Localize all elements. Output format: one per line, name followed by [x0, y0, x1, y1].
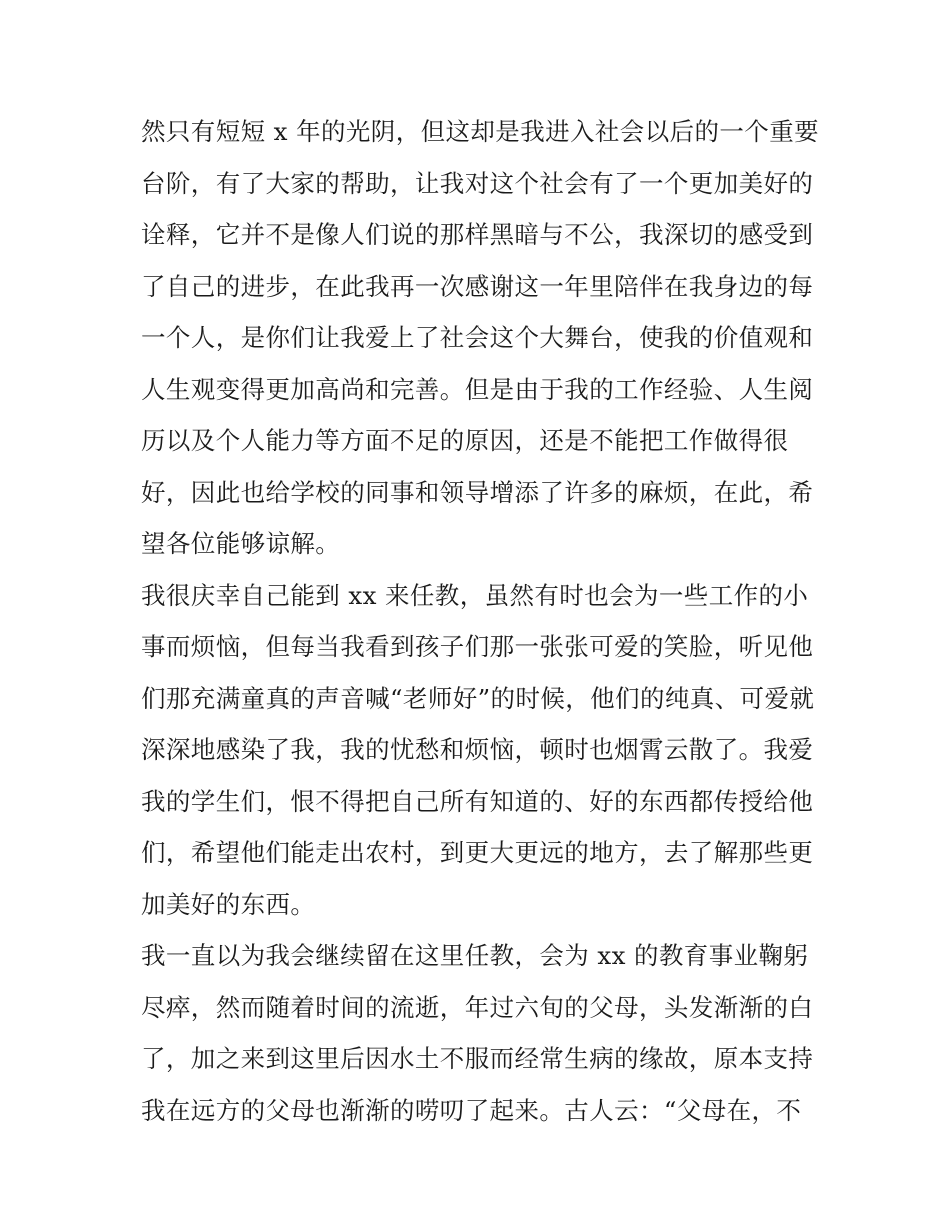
- text-line-16: 加美好的东西。: [141, 889, 316, 919]
- text-line-8: 好，因此也给学校的同事和领导增添了许多的麻烦，在此，希: [141, 477, 814, 507]
- text-line-6: 人生观变得更加高尚和完善。但是由于我的工作经验、人生阅: [141, 374, 814, 404]
- text-line-4: 了自己的进步，在此我再一次感谢这一年里陪伴在我身边的每: [141, 271, 814, 301]
- text-line-1: 然只有短短 x 年的光阴，但这却是我进入社会以后的一个重要: [141, 117, 819, 146]
- text-line-14: 我的学生们，恨不得把自己所有知道的、好的东西都传授给他: [141, 786, 814, 816]
- text-line-5: 一个人，是你们让我爱上了社会这个大舞台，使我的价值观和: [141, 323, 814, 352]
- text-line-19: 了，加之来到这里后因水土不服而经常生病的缘故，原本支持: [141, 1044, 814, 1073]
- text-line-2: 台阶，有了大家的帮助，让我对这个社会有了一个更加美好的: [141, 168, 814, 198]
- text-line-20: 我在远方的父母也渐渐的唠叨了起来。古人云：“父母在，不: [141, 1095, 802, 1125]
- text-line-3: 诠释，它并不是像人们说的那样黑暗与不公，我深切的感受到: [141, 220, 814, 249]
- text-line-18: 尽瘁，然而随着时间的流逝，年过六旬的父母，头发渐渐的白: [141, 992, 814, 1022]
- text-line-17: 我一直以为我会继续留在这里任教，会为 xx 的教育事业鞠躬: [141, 941, 809, 970]
- text-line-13: 深深地感染了我，我的忧愁和烦恼，顿时也烟霄云散了。我爱: [141, 735, 814, 764]
- text-line-11: 事而烦恼，但每当我看到孩子们那一张张可爱的笑脸，听见他: [141, 632, 814, 661]
- body-text: [141, 106, 821, 1136]
- text-line-12: 们那充满童真的声音喊“老师好”的时候，他们的纯真、可爱就: [141, 683, 815, 713]
- text-line-10: 我很庆幸自己能到 xx 来任教，虽然有时也会为一些工作的小: [141, 580, 809, 610]
- text-line-7: 历以及个人能力等方面不足的原因，还是不能把工作做得很: [141, 426, 789, 455]
- text-line-15: 们，希望他们能走出农村，到更大更远的地方，去了解那些更: [141, 838, 814, 867]
- text-line-9: 望各位能够谅解。: [141, 529, 341, 558]
